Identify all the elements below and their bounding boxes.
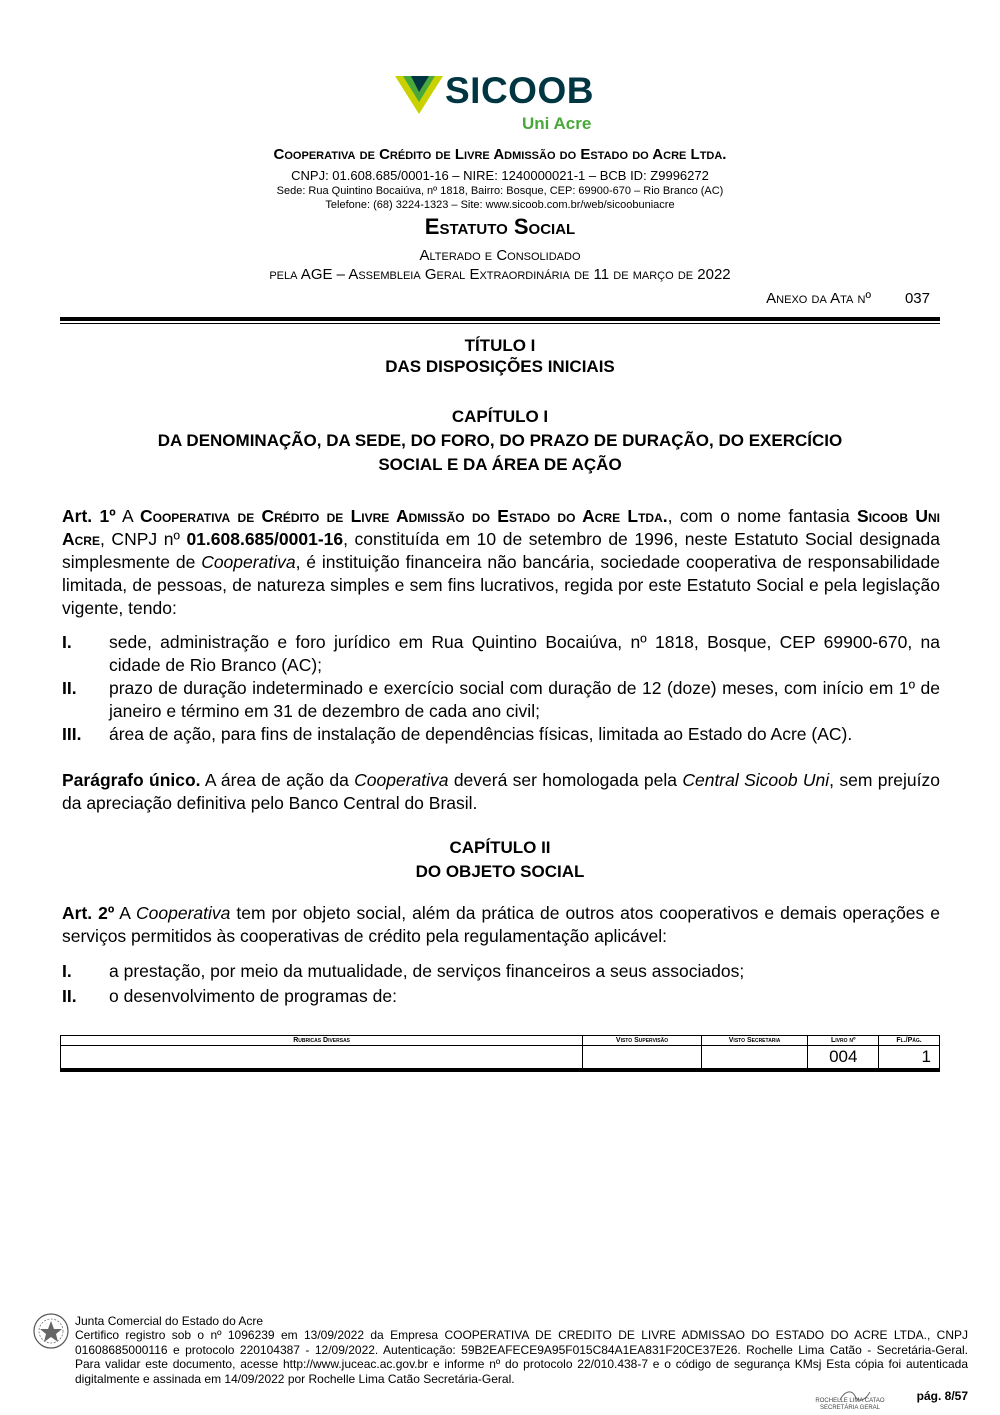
cnpj-line: CNPJ: 01.608.685/0001-16 – NIRE: 1240000021-1 – BCB ID: Z9996272 bbox=[291, 168, 709, 183]
list-item-text: sede, administração e foro jurídico em Rua Quintino Bocaiúva, nº 1818, Bosque, CEP 69900-670, na cidade de Rio Branco (AC); bbox=[109, 632, 940, 675]
text-span: tem por objeto social, além da prática de outros atos cooperativos e demais operações e serviços permitidos às cooperativas de crédito pela regulamentação aplicável: bbox=[62, 903, 941, 946]
contact-line: Telefone: (68) 3224-1323 – Site: www.sicoob.com.br/web/sicoobuniacre bbox=[325, 199, 675, 211]
text-span: , é instituição financeira não bancária, sociedade cooperativa de responsabilidade limitada, de pessoas, de natureza simples e sem fins lucrativos, regida por este Estatuto Social e pela legislação vigente, tendo: bbox=[62, 552, 940, 618]
document-subtitle: Alterado e Consolidado bbox=[419, 247, 581, 264]
title-subheading: DAS DISPOSIÇÕES INICIAIS bbox=[385, 357, 615, 376]
header-visto-supervisao: Visto Supervisão bbox=[583, 1036, 702, 1046]
address-line: Sede: Rua Quintino Bocaiúva, nº 1818, Bairro: Bosque, CEP: 69900-670 – Rio Branco (AC) bbox=[276, 185, 724, 197]
text-span: , sem prejuízo da apreciação definitiva pelo Banco Central do Brasil. bbox=[62, 770, 940, 813]
text-span: A bbox=[115, 506, 140, 526]
list-item-number: II. bbox=[62, 986, 77, 1006]
header-livro: Livro nº bbox=[808, 1036, 879, 1046]
text-span: A área de ação da bbox=[200, 770, 355, 790]
article-label: Art. 2º bbox=[62, 903, 115, 923]
list-item-text: o desenvolvimento de programas de: bbox=[109, 986, 397, 1006]
document-title: Estatuto Social bbox=[424, 214, 576, 239]
visto-supervisao-cell bbox=[583, 1046, 702, 1069]
sicoob-logo-icon bbox=[395, 76, 443, 120]
chapter-title-line1: DA DENOMINAÇÃO, DA SEDE, DO FORO, DO PRAZO DE DURAÇÃO, DO EXERCÍCIO bbox=[157, 431, 843, 450]
registration-footer bbox=[75, 1314, 968, 1386]
signature-name: ROCHELLE LIMA CATAO SECRETÁRIA GERAL bbox=[815, 1398, 885, 1411]
header-divider-thin bbox=[60, 323, 940, 324]
sicoob-logo bbox=[395, 70, 610, 136]
signature-table bbox=[60, 1035, 940, 1069]
italic-term: Central Sicoob Uni bbox=[682, 770, 830, 790]
text-span: , constituída em 10 de setembro de 1996, neste Estatuto Social designada simplesmente de bbox=[62, 529, 940, 572]
junta-comercial-seal-icon bbox=[32, 1312, 70, 1350]
chapter-2-title: DO OBJETO SOCIAL bbox=[415, 862, 585, 881]
cooperativa-term: Cooperativa bbox=[136, 903, 231, 923]
rubricas-cell bbox=[61, 1046, 583, 1069]
annex-line bbox=[766, 290, 930, 307]
folha-value: 1 bbox=[879, 1046, 940, 1069]
cnpj-inline: 01.608.685/0001-16 bbox=[186, 529, 344, 549]
list-item-number: III. bbox=[62, 724, 82, 744]
footer-org: Junta Comercial do Estado do Acre bbox=[75, 1314, 264, 1328]
annex-number: 037 bbox=[904, 290, 930, 307]
list-item-number: I. bbox=[62, 961, 72, 981]
chapter-2-heading: CAPÍTULO II bbox=[449, 838, 551, 857]
chapter-title-line2: SOCIAL E DA ÁREA DE AÇÃO bbox=[378, 455, 622, 474]
table-bottom-rule bbox=[60, 1069, 940, 1072]
header-divider bbox=[60, 317, 940, 321]
paragraph-label: Parágrafo único. bbox=[62, 770, 201, 790]
cooperative-name-inline: Cooperativa de Crédito de Livre Admissão do Estado do Acre Ltda. bbox=[140, 506, 668, 526]
header-visto-secretaria: Visto Secretaria bbox=[701, 1036, 808, 1046]
list-item-number: II. bbox=[62, 678, 77, 698]
visto-secretaria-cell bbox=[701, 1046, 808, 1069]
italic-term: Cooperativa bbox=[354, 770, 449, 790]
title-heading: TÍTULO I bbox=[464, 336, 536, 355]
annex-label: Anexo da Ata nº bbox=[766, 290, 871, 307]
list-item-number: I. bbox=[62, 632, 72, 652]
logo-subtitle: Uni Acre bbox=[522, 114, 592, 133]
assembly-line: pela AGE – Assembleia Geral Extraordinária de 11 de março de 2022 bbox=[269, 266, 731, 283]
header-rubricas: Rubricas Diversas bbox=[61, 1036, 583, 1046]
list-item-text: prazo de duração indeterminado e exercício social com duração de 12 (doze) meses, com início em 1º de janeiro e término em 31 de dezembro de cada ano civil; bbox=[109, 678, 940, 721]
trade-name: Sicoob Uni Acre bbox=[62, 506, 940, 549]
sole-paragraph bbox=[62, 769, 940, 815]
chapter-heading: CAPÍTULO I bbox=[451, 407, 549, 426]
text-span: , com o nome fantasia bbox=[667, 506, 858, 526]
cooperativa-term: Cooperativa bbox=[201, 552, 296, 572]
footer-certificate-text: Certifico registro sob o nº 1096239 em 13/09/2022 da Empresa COOPERATIVA DE CREDITO DE LIVRE ADMISSAO DO ESTADO DO ACRE LTDA., CNPJ 01608685000116 e protocolo 220104387 - 12/09/2022. Autenticação: 59B2EAFECE9A95F015C84A1EA831F20CE37E26. Rochelle Lima Catão - Secretária-Geral. Para validar este documento, acesse http://www.juceac.ac.gov.br e informe nº do protocolo 22/010.438-7 e o código de segurança KMsj Esta cópia foi autenticada digitalmente e assinada em 14/09/2022 por Rochelle Lima Catão Secretária-Geral. bbox=[75, 1328, 968, 1386]
article-1-paragraph bbox=[62, 505, 940, 620]
header-folha: Fl./Pág. bbox=[879, 1036, 940, 1046]
cooperative-name: Cooperativa de Crédito de Livre Admissão do Estado do Acre Ltda. bbox=[273, 146, 727, 163]
logo-wordmark: SICOOB bbox=[445, 70, 594, 111]
list-item-text: área de ação, para fins de instalação de dependências físicas, limitada ao Estado do Acre (AC). bbox=[109, 724, 853, 744]
text-span: deverá ser homologada pela bbox=[448, 770, 683, 790]
text-span: , CNPJ nº bbox=[99, 529, 187, 549]
livro-value: 004 bbox=[808, 1046, 879, 1069]
article-2-paragraph bbox=[62, 902, 940, 948]
article-label: Art. 1º bbox=[62, 506, 116, 526]
text-span: A bbox=[114, 903, 137, 923]
digital-signature bbox=[800, 1386, 900, 1411]
list-item-text: a prestação, por meio da mutualidade, de serviços financeiros a seus associados; bbox=[109, 961, 745, 981]
page-number: pág. 8/57 bbox=[916, 1389, 968, 1403]
